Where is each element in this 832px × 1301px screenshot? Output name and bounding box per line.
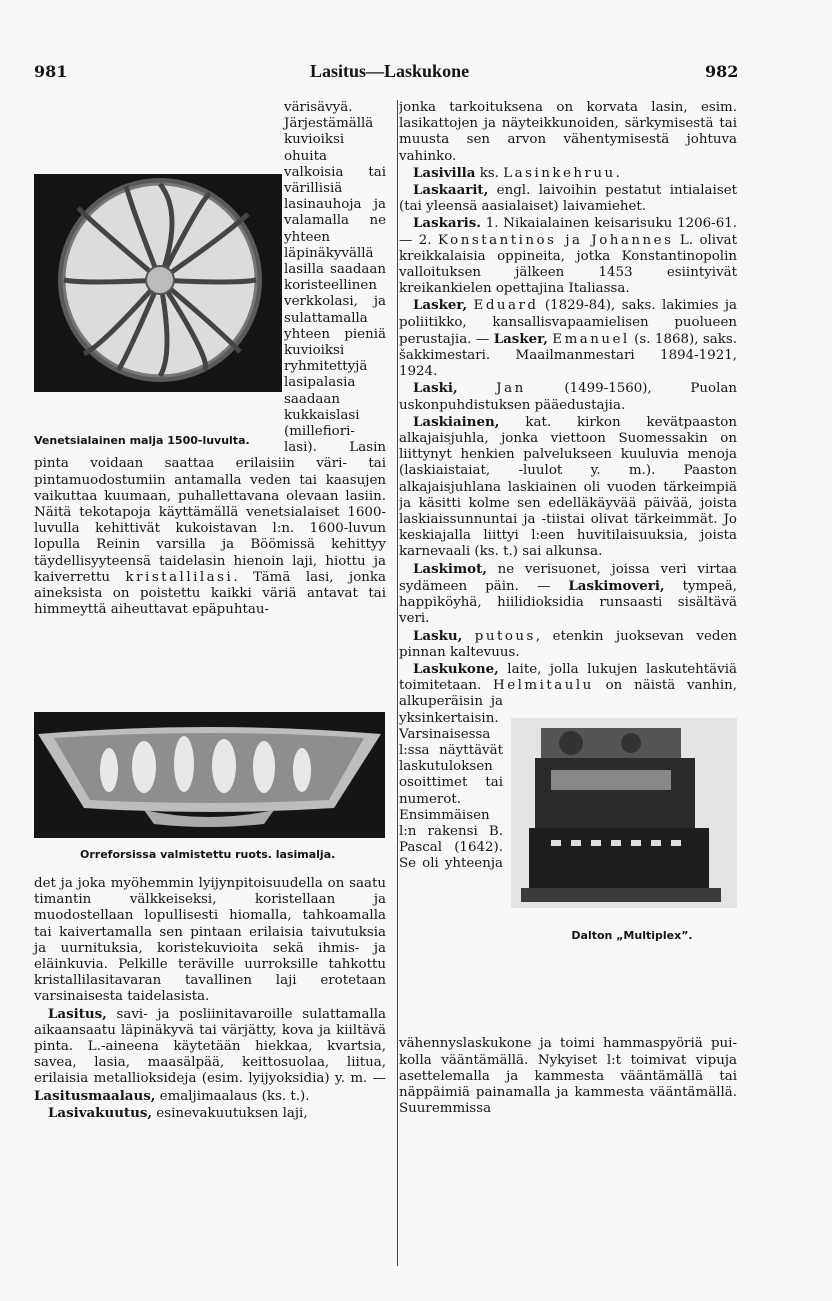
- lasivilla-ks: ks.: [475, 165, 504, 181]
- page-number-right: 982: [705, 62, 739, 81]
- lasker-text: (1829-84), saks. lakimies ja poliitikko, kansallisvapaamielisen puolueen perustajia. —: [399, 298, 737, 347]
- lasku-text: , etenkin juoksevan veden pinnan kaltevuus.: [399, 628, 737, 660]
- laskimot-term: Laskimot,: [413, 560, 487, 577]
- lasivilla-term: Lasivilla: [413, 164, 476, 181]
- lasitus-text: savi- ja posliinitavaroille sulattamalla aikaansaatu läpinäkyvä tai värjätty, kova ja kiiltävä pinta. L.-aineena käytetään hiekkaa, kvartsia, savea, lasia, maasälpää, keittosuolaa, liitua, erilaisia metallioksideja (esim. lyijyoksidia) y. m. —: [34, 1006, 386, 1087]
- lasivakuutus-text: esinevakuutuksen laji,: [152, 1105, 308, 1121]
- lasivilla-ref: Lasinkehruu: [503, 165, 616, 181]
- right-paragraph-0: jonka tarkoituksena on korvata lasin, esim. lasikattojen ja näyteikkunoiden, särkymisestä tai muusta sen arvon vähentymisestä johtuva vahinko.: [399, 100, 737, 164]
- laskaarit-term: Laskaarit,: [413, 182, 489, 199]
- lasivakuutus-term: Lasivakuutus,: [48, 1104, 153, 1121]
- laskukone-text: laite, jolla lukujen laskutehtäviä toimitetaan.: [399, 661, 737, 694]
- lasitus-term: Lasitus,: [48, 1005, 107, 1022]
- laskimoveri-text: tympeä, happiköyhä, hiilidioksidia runsaasti sisältävä veri.: [399, 578, 737, 627]
- lasimalja-image: [34, 712, 385, 838]
- laski-term: Laski,: [413, 380, 458, 397]
- left-paragraph-1-end: . Tämä lasi, jonka aineksista on poistettu kaikki väriä antavat tai himmeyttä aiheuttavat epäpuhtau-: [34, 569, 386, 618]
- left-paragraph-1: värisävyä. Järjestämällä kuvioiksi ohuita valkoisia tai värillisiä lasinauhoja ja valamalla ne yhteen läpinäkyvällä lasilla saadaan koristeellinen verkkolasi, ja sulattamalla yhteen pieniä kuvioiksi ryhmitettyjä lasipalasia saadaan kukkaislasi (millefiori-lasi). Lasin pinta voidaan saattaa erilaisiin väri- tai pintamuodostumiin antamalla veden tai kaasujen vaikuttaa kuumaan, puhallettavana olevaan lasiin. Näitä tekotapoja käyttämällä venetsialaiset 1600-luvulla kehittivät kukoistavan l:n. 1600-luvun lopulla Reinin varsilla ja Böömissä kehittyy täydellisyyteensä taidelasin hienoin laji, hiottu ja kaiverrettu: [34, 100, 386, 585]
- laskaris-term: Laskaris.: [413, 215, 481, 232]
- lasker2-name: Emanuel: [552, 331, 630, 347]
- lasker-term: Lasker,: [413, 297, 468, 314]
- laski-name: Jan: [496, 381, 526, 397]
- laskaris-text-b: L. olivat kreikkalaisia oppineita, jotka Konstantinopolin valloituksen jälkeen 1453 esiintyivät kreikankielen opettajina Italiassa.: [399, 232, 737, 297]
- lasimalja-caption: Orreforsissa valmistettu ruots. lasimalja.: [80, 848, 336, 861]
- page-title: Lasitus—Laskukone: [310, 61, 470, 81]
- lasivilla-end: .: [615, 165, 620, 181]
- right-column: [399, 100, 737, 1270]
- machine-figure: [511, 718, 737, 1036]
- column-divider: [397, 100, 398, 1266]
- laskukone-rest: on näistä vanhin, alkuperäisin ja yksinkertaisin. Varsinaisessa l:ssa näyttävät laskutuloksen osoittimet tai numerot. Ensimmäisen l:n rakensi B. Pascal (1642). Se oli yhteenja vähennyslaskukone ja toimi hammaspyöriä pui-kolla vääntämällä. Nykyiset l:t toimivat vipuja asettelemalla ja kammesta vääntämällä tai näppäimiä painamalla ja kammesta vääntämällä. Suuremmissa: [399, 678, 737, 1117]
- bowl-caption: Venetsialainen malja 1500-luvulta.: [34, 434, 250, 448]
- machine-caption: Dalton „Multiplex”.: [571, 929, 693, 943]
- laskaarit-text: engl. laivoihin pestatut intialaiset (tai yleensä aasialaiset) laivamiehet.: [399, 183, 737, 215]
- laskaris-text-a: 1. Nikaialainen keisarisuku 1206-61. — 2.: [399, 216, 737, 248]
- lasker-name: Eduard: [473, 298, 539, 314]
- laskiainen-text: kat. kirkon kevätpaaston alkajaisjuhla, jonka viettoon Suomessakin on liittynyt henkien palvelukseen kuuluvia menoja (laskiaistaiat, -luulot y. m.). Paaston alkajaisjuhlana laskiainen oli vuoden tärkeimpiä ja käsitti kolme sen edelläkäyvää päivää, joista laskiaissunnuntai ja -tiistai olivat tärkeimmät. Jo keskiajalla liittyi l:een huvitilaisuuksia, joista karnevaali (ks. t.) sai alkunsa.: [399, 414, 737, 560]
- lasku-putous: putous: [474, 628, 536, 644]
- laskimoveri-term: Laskimoveri,: [568, 577, 665, 594]
- page-number-left: 981: [34, 62, 68, 81]
- lasitusmaalaus-term: Lasitusmaalaus,: [34, 1087, 156, 1104]
- helmitaulu-term: Helmitaulu: [493, 678, 594, 694]
- laskaris-names: Konstantinos ja Johannes: [438, 232, 674, 248]
- left-paragraph-2: det ja joka myöhemmin lyijynpitoisuudella on saatu timantin välkkeiseksi, koristellaan ja muodostellaan lopullisesti hiomalla, tahkoamalla tai kaivertamalla sen pintaan erilaisia taivutuksia ja uurnituksia, koristekuvioita sekä ihmis- ja eläinkuvia. Pelkille teräville uurroksille tahkottu kristallilasitavaran tavallinen laji erotetaan varsinaisesta taidelasista.: [34, 876, 386, 1005]
- laski-text: (1499-1560), Puolan uskonpuhdistuksen pääedustajia.: [399, 381, 737, 413]
- laskiainen-term: Laskiainen,: [413, 413, 500, 430]
- laskukone-term: Laskukone,: [413, 660, 499, 677]
- lasku-term: Lasku,: [413, 627, 463, 644]
- lasitusmaalaus-text: emaljimaalaus (ks. t.).: [155, 1088, 310, 1104]
- left-column-text-2: [34, 876, 386, 1122]
- lasker2-term: Lasker,: [493, 330, 548, 347]
- left-column-text-1: [34, 100, 386, 698]
- calculating-machine-image: [511, 718, 737, 908]
- lasimalja-figure: [34, 712, 385, 838]
- kristallilasi-term: kristallilasi: [125, 569, 234, 585]
- laskimot-text: ne verisuonet, joissa veri virtaa sydämeen päin. —: [399, 561, 737, 594]
- lasker2-text: (s. 1868), saks. šakkimestari. Maailmanmestari 1894-1921, 1924.: [399, 331, 737, 380]
